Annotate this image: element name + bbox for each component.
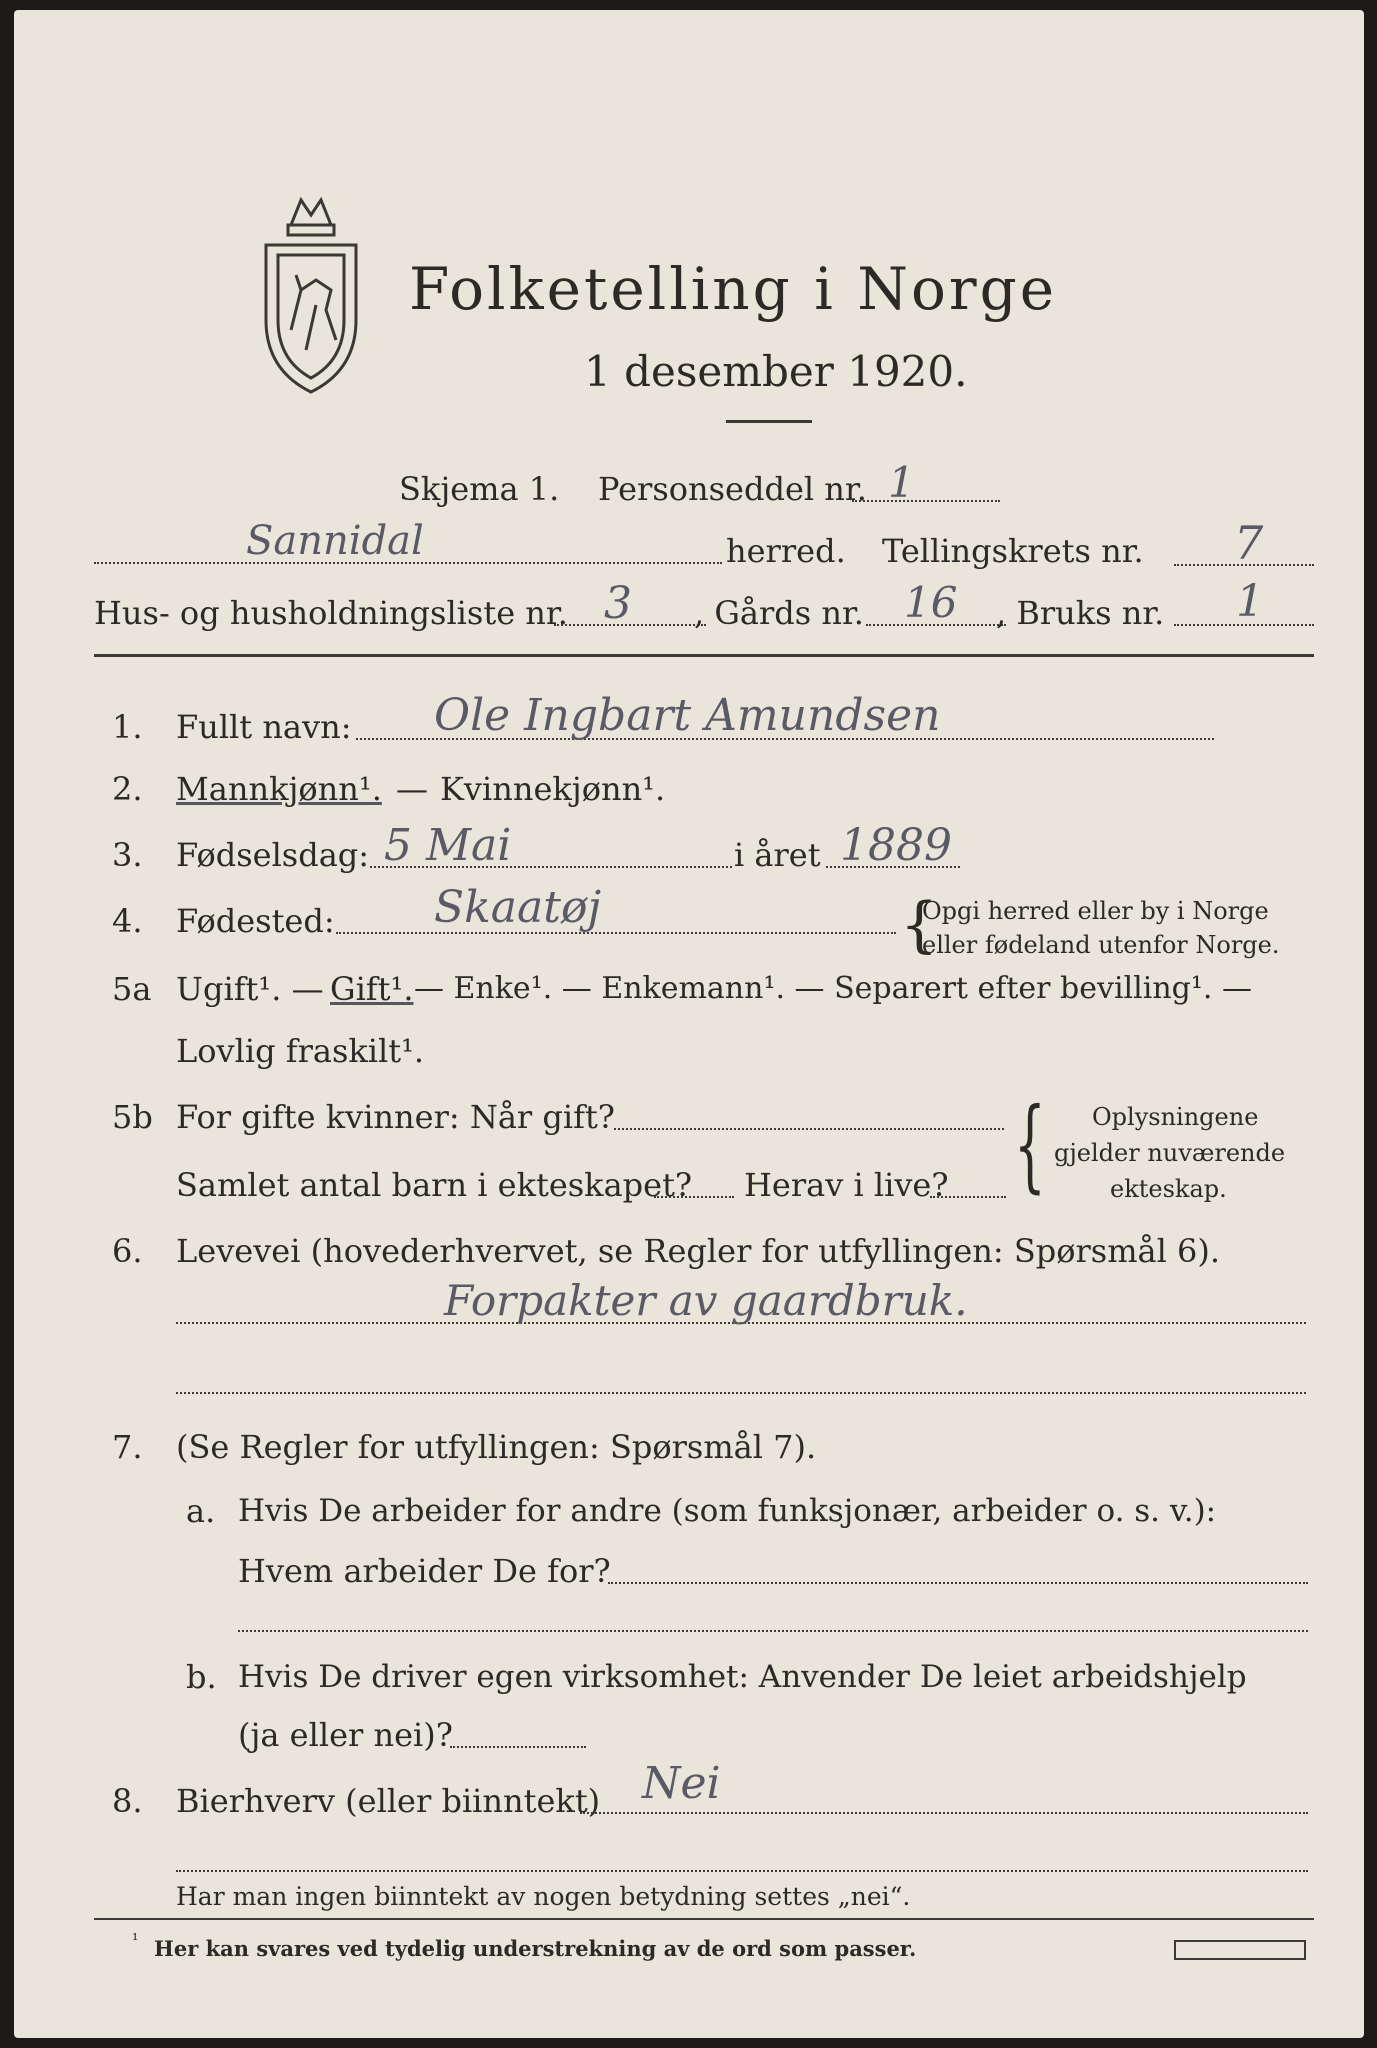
q5a-fraskilt: Lovlig fraskilt¹. <box>176 1032 425 1070</box>
q4-value: Skaatøj <box>434 882 602 933</box>
q5b-note-line3: ekteskap. <box>1110 1175 1227 1203</box>
q7a-line <box>608 1582 1308 1584</box>
printer-stamp <box>1174 1940 1306 1960</box>
coat-of-arms-emblem <box>246 180 376 400</box>
gards-value: 16 <box>904 578 958 627</box>
q1-number: 1. <box>112 708 143 746</box>
husliste-label: Hus- og husholdningsliste nr. <box>94 594 568 632</box>
q5b-when-line <box>614 1128 1004 1130</box>
q7a-letter: a. <box>186 1492 216 1530</box>
bruks-label: , Bruks nr. <box>996 594 1165 632</box>
q5b-number: 5b <box>112 1098 153 1136</box>
herred-label: herred. <box>726 532 846 570</box>
header-rule <box>94 654 1314 657</box>
q2-kvinnekjonn: Kvinnekjønn¹. <box>440 770 666 808</box>
q4-number: 4. <box>112 902 143 940</box>
q3-day-value: 5 Mai <box>384 820 512 871</box>
q5b-label-alive: Herav i live? <box>744 1166 949 1204</box>
footer-rule <box>94 1918 1314 1920</box>
footnote-mark: ¹ <box>132 1930 139 1949</box>
q5b-brace: { <box>1014 1086 1046 1203</box>
form-title: Folketelling i Norge <box>409 255 1058 323</box>
q8-number: 8. <box>112 1782 143 1820</box>
census-form <box>14 10 1364 2038</box>
q3-label: Fødselsdag: <box>176 836 370 874</box>
q3-number: 3. <box>112 836 143 874</box>
q4-note-line1: Opgi herred eller by i Norge <box>922 897 1269 925</box>
skjema-label: Skjema 1. <box>399 470 560 508</box>
herred-value: Sannidal <box>246 518 424 564</box>
q6-value: Forpakter av gaardbruk. <box>444 1276 968 1325</box>
q2-mannkjonn: Mannkjønn¹. <box>176 770 382 808</box>
personseddel-value: 1 <box>888 458 915 507</box>
q5b-note-line1: Oplysningene <box>1092 1103 1259 1131</box>
q7a-line-2 <box>238 1630 1308 1632</box>
q8-line <box>580 1812 1308 1814</box>
q4-brace: { <box>900 890 939 960</box>
q7b-letter: b. <box>186 1658 217 1696</box>
personseddel-label: Personseddel nr. <box>598 470 867 508</box>
q5b-label-when: For gifte kvinner: Når gift? <box>176 1098 615 1136</box>
q7a-line1: Hvis De arbeider for andre (som funksjonær, arbeider o. s. v.): <box>238 1493 1217 1529</box>
q7b-line2: (ja eller nei)? <box>238 1716 453 1754</box>
q2-separator: — <box>396 770 428 808</box>
q7b-line1: Hvis De driver egen virksomhet: Anvender De leiet arbeidshjelp <box>238 1659 1247 1695</box>
q7-label: (Se Regler for utfyllingen: Spørsmål 7). <box>176 1428 817 1466</box>
husliste-value: 3 <box>604 578 632 629</box>
q5b-note-line2: gjelder nuværende <box>1054 1139 1286 1167</box>
q6-line-2 <box>176 1392 1306 1394</box>
tellingskrets-label: Tellingskrets nr. <box>882 532 1144 570</box>
q5b-children-line <box>654 1196 734 1198</box>
q3-year-label: i året <box>734 836 821 874</box>
q7b-line <box>450 1746 586 1748</box>
q5a-gift: Gift¹. <box>330 970 414 1008</box>
q5a-number: 5a <box>112 970 152 1008</box>
census-date: 1 desember 1920. <box>584 347 968 396</box>
q7a-line2: Hvem arbeider De for? <box>238 1552 611 1590</box>
title-divider <box>726 420 812 423</box>
biinntekt-note: Har man ingen biinntekt av nogen betydning settes „nei“. <box>176 1882 911 1911</box>
q1-label: Fullt navn: <box>176 708 352 746</box>
q5a-ugift: Ugift¹. — <box>176 970 324 1008</box>
q3-year-value: 1889 <box>840 820 952 871</box>
tellingskrets-value: 7 <box>1234 516 1264 570</box>
q8-line-2 <box>176 1870 1308 1872</box>
q8-value: Nei <box>642 1758 721 1809</box>
q1-value: Ole Ingbart Amundsen <box>434 690 941 741</box>
q6-label: Levevei (hovederhvervet, se Regler for utfyllingen: Spørsmål 6). <box>176 1232 1221 1270</box>
q2-number: 2. <box>112 770 143 808</box>
q5b-alive-line <box>930 1196 1006 1198</box>
q6-number: 6. <box>112 1232 143 1270</box>
footnote-text: Her kan svares ved tydelig understrekning av de ord som passer. <box>154 1936 917 1961</box>
q4-label: Fødested: <box>176 902 335 940</box>
q8-label: Bierhverv (eller biinntekt) <box>176 1782 601 1820</box>
q7-number: 7. <box>112 1428 143 1466</box>
bruks-value: 1 <box>1236 576 1264 627</box>
personseddel-line <box>852 500 1000 502</box>
q5b-label-children: Samlet antal barn i ekteskapet? <box>176 1166 693 1204</box>
gards-label: , Gårds nr. <box>694 594 864 632</box>
q4-note-line2: eller fødeland utenfor Norge. <box>922 931 1280 959</box>
q4-line <box>336 932 896 934</box>
q5a-other-options: — Enke¹. — Enkemann¹. — Separert efter bevilling¹. — <box>414 971 1252 1006</box>
